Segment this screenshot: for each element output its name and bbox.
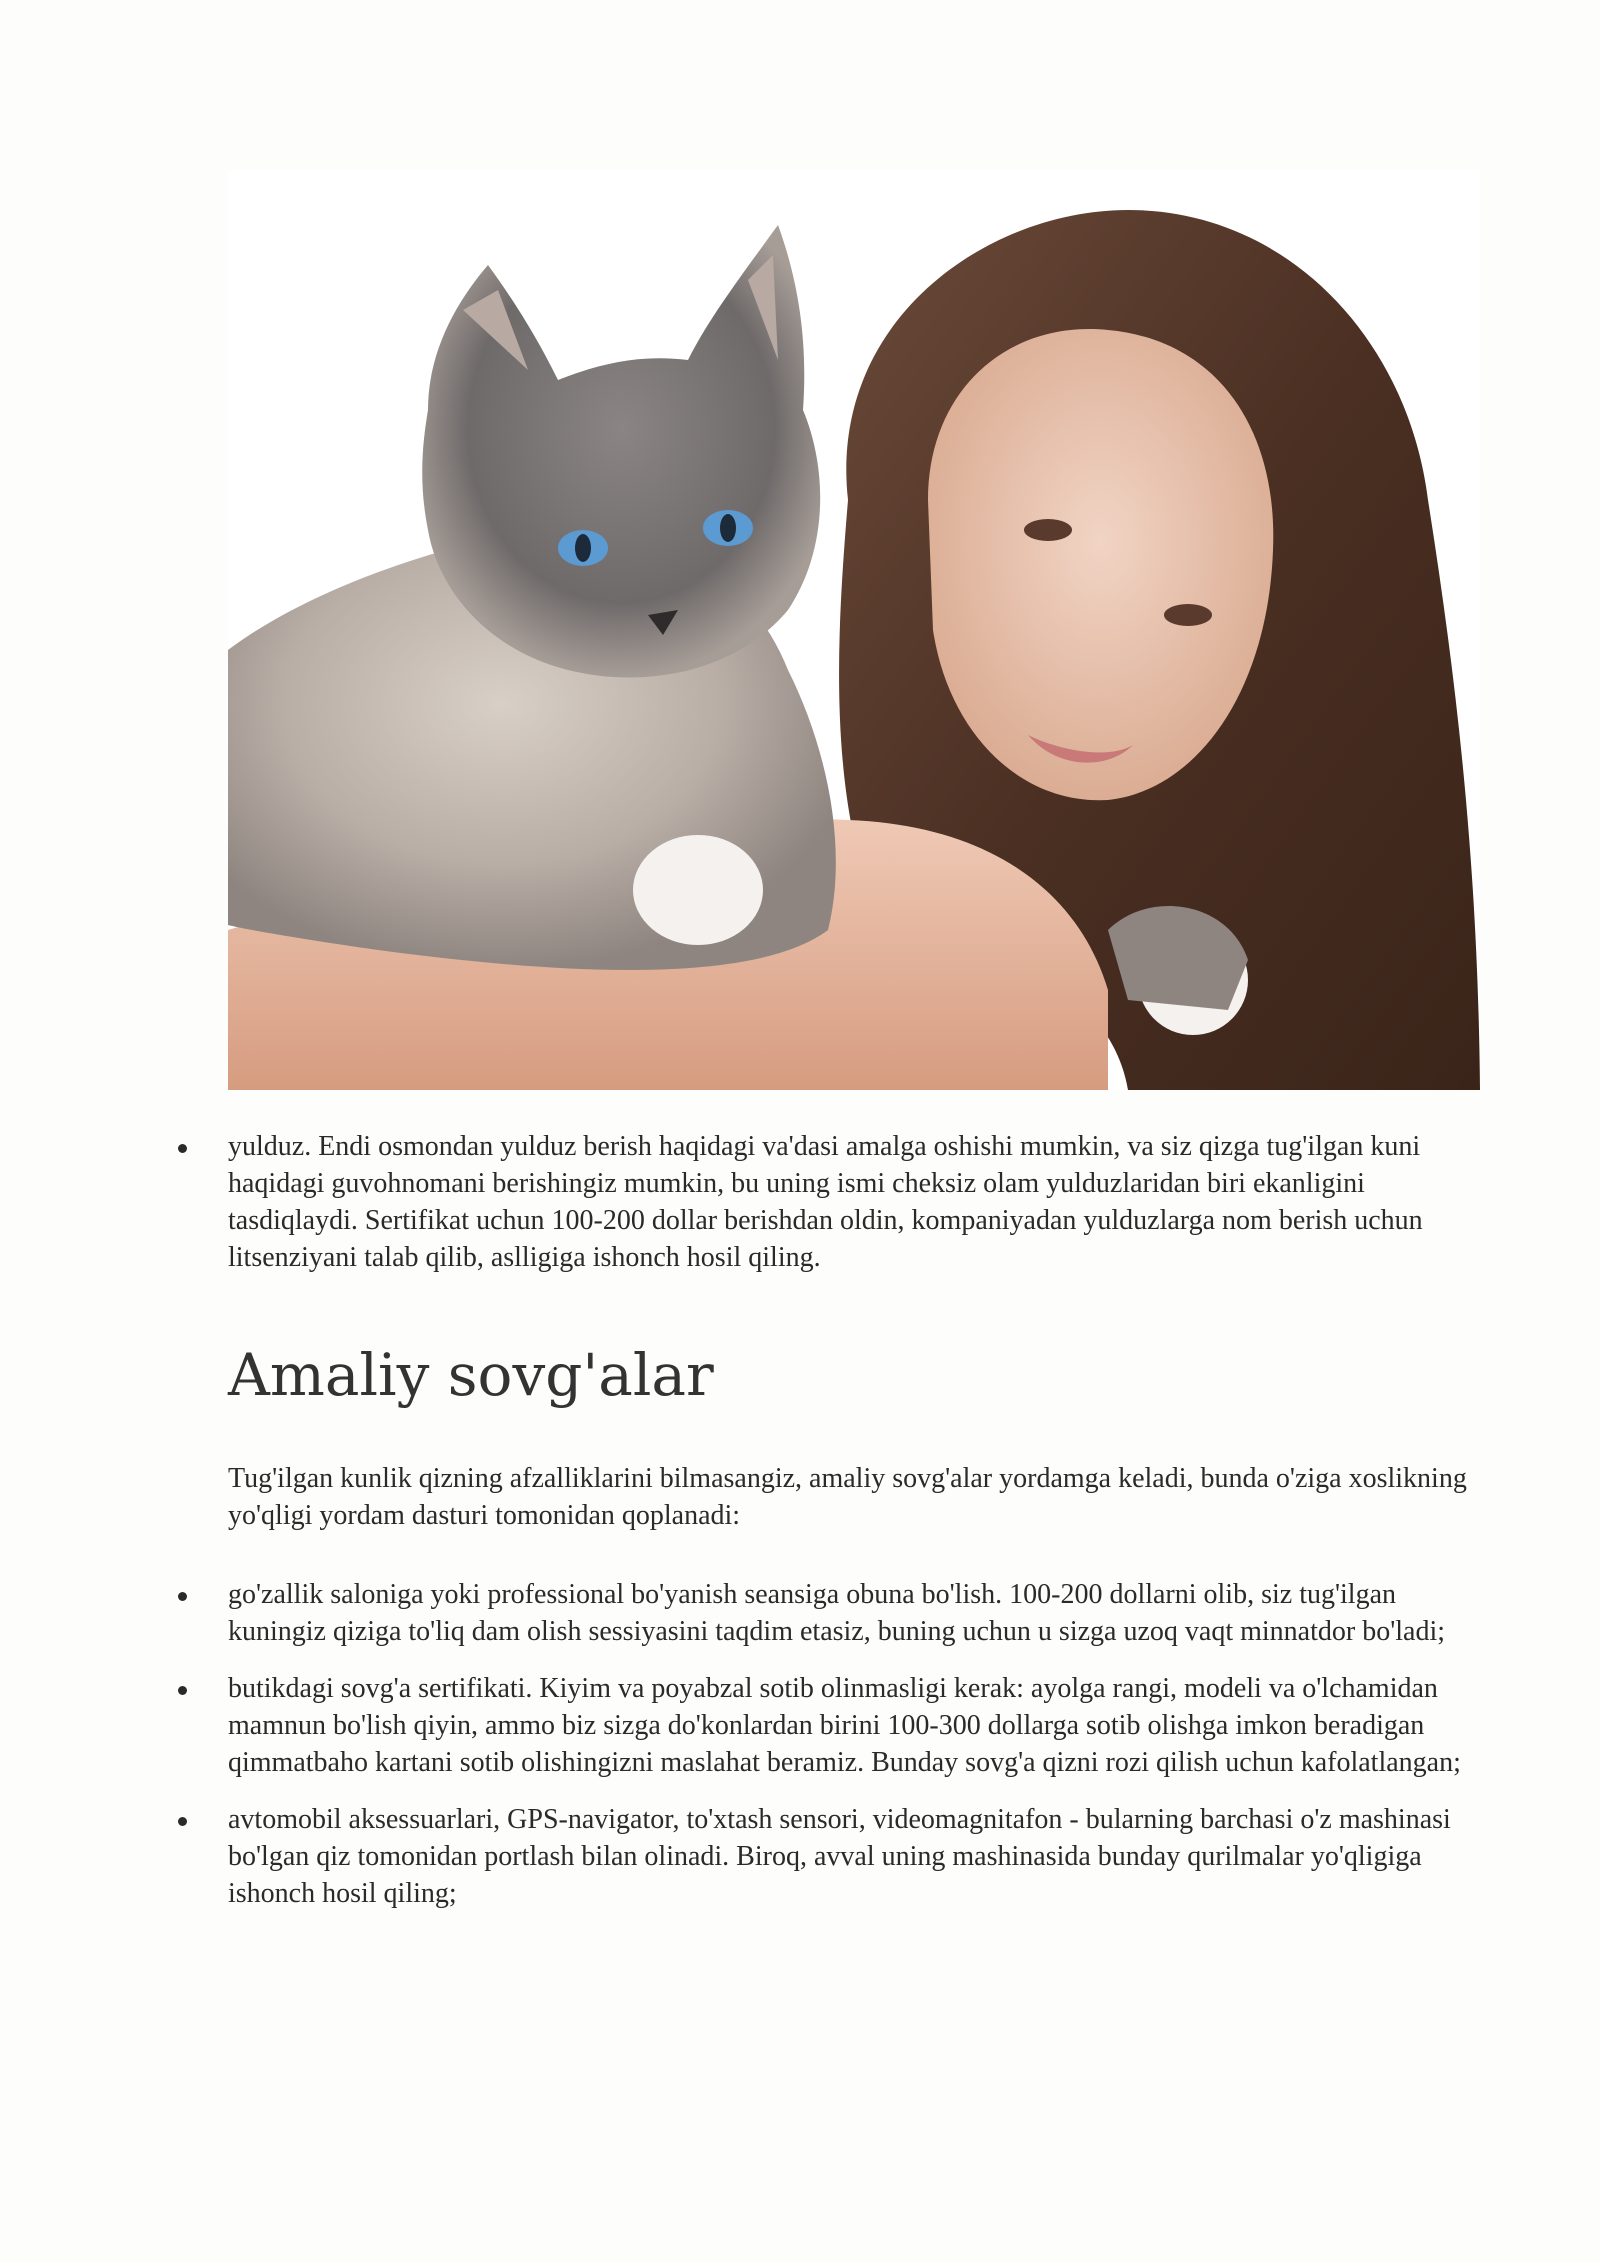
woman-with-cat-image [228,170,1480,1090]
list-item: avtomobil aksessuarlari, GPS-navigator, to'xtash sensori, videomagnitafon - bularning barchasi o'z mashinasi bo'lgan qiz tomonidan portlash bilan olinadi. Biroq, avval uning mashinasida bunday qurilmalar yo'qligiga ishonch hosil qiling; [228,1801,1500,1912]
top-bullet-list [228,1128,1500,1276]
list-item: yulduz. Endi osmondan yulduz berish haqidagi va'dasi amalga oshishi mumkin, va siz qizga tug'ilgan kuni haqidagi guvohnomani berishingiz mumkin, bu uning ismi cheksiz olam yulduzlaridan biri ekanligini tasdiqlaydi. Sertifikat uchun 100-200 dollar berishdan oldin, kompaniyadan yulduzlarga nom berish uchun litsenziyani talab qilib, aslligiga ishonch hosil qiling. [228,1128,1500,1276]
gift-list [228,1576,1500,1912]
section-intro: Tug'ilgan kunlik qizning afzalliklarini bilmasangiz, amaliy sovg'alar yordamga keladi, bunda o'ziga xoslikning yo'qligi yordam dasturi tomonidan qoplanadi: [228,1462,1467,1531]
article-content [228,1128,1500,1932]
list-item: go'zallik saloniga yoki professional bo'yanish seansiga obuna bo'lish. 100-200 dollarni olib, siz tug'ilgan kuningiz qiziga to'liq dam olish sessiyasini taqdim etasiz, buning uchun u sizga uzoq vaqt minnatdor bo'ladi; [228,1576,1500,1650]
section-heading: Amaliy sovg'alar [228,1341,714,1409]
list-item: butikdagi sovg'a sertifikati. Kiyim va poyabzal sotib olinmasligi kerak: ayolga rangi, modeli va o'lchamidan mamnun bo'lish qiyin, ammo biz sizga do'konlardan birini 100-300 dollarga sotib olishga imkon beradigan qimmatbaho kartani sotib olishingizni maslahat beramiz. Bunday sovg'a qizni rozi qilish uchun kafolatlangan; [228,1670,1500,1781]
